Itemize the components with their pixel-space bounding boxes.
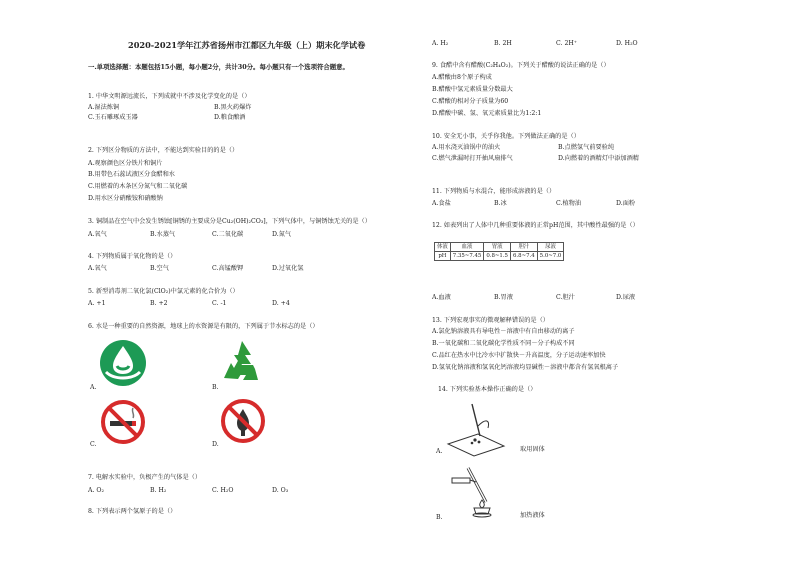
q4-option-d[interactable]: D.过氧化氢 <box>272 265 304 272</box>
table-cell: 血液 <box>450 243 484 252</box>
q5-option-c[interactable]: C. -1 <box>212 300 227 307</box>
q10-option-d[interactable]: D.向燃着的酒精灯中添加酒精 <box>558 155 639 162</box>
q9-option-d[interactable]: D.醋酸中碳、氢、氧元素质量比为1:2:1 <box>432 110 542 117</box>
right-column <box>432 0 732 562</box>
q7-option-a[interactable]: A. O₂ <box>88 487 104 494</box>
q8-option-d[interactable]: D. H₂O <box>616 40 638 47</box>
q1-option-a[interactable]: A.湿法炼铜 <box>88 104 120 111</box>
q6-stem: 6. 水是一种重要的自然资源，地球上的水资源是有限的，下列属于节水标志的是（） <box>88 323 319 330</box>
table-cell: 0.8~1.5 <box>484 252 511 261</box>
q4-option-c[interactable]: C.高锰酸钾 <box>212 265 244 272</box>
q1-stem: 1. 中华文明源远流长，下列成就中不涉及化学变化的是（） <box>88 93 251 100</box>
q12-option-b[interactable]: B.胃液 <box>494 294 513 301</box>
q14-stem: 14. 下列实验基本操作正确的是（） <box>438 386 537 393</box>
q14-option-a-caption: 取用固体 <box>520 446 545 453</box>
q1-option-c[interactable]: C.玉石雕琢成玉器 <box>88 114 138 121</box>
q4-stem: 4. 下列物质属于氧化物的是（） <box>88 253 177 260</box>
q5-stem: 5. 新型消毒剂二氧化氯(ClO₂)中氯元素的化合价为（） <box>88 288 239 295</box>
q6-option-b[interactable]: B. <box>212 384 219 391</box>
q5-option-b[interactable]: B. +2 <box>150 300 168 307</box>
q11-option-d[interactable]: D.面粉 <box>616 200 636 207</box>
table-cell: 尿液 <box>537 243 564 252</box>
q3-option-c[interactable]: C.二氧化碳 <box>212 231 244 238</box>
section-heading: 一.单项选择题：本题包括15小题，每小题2分，共计30分。每小题只有一个选项符合题意。 <box>88 63 349 71</box>
q10-stem: 10. 安全无小事，关乎你我他。下列做法正确的是（） <box>432 133 580 140</box>
q2-stem: 2. 下列区分物质的方法中，不能达到实验目的的是（） <box>88 147 239 154</box>
q2-option-c[interactable]: C.用燃着的木条区分氮气和二氧化碳 <box>88 183 188 190</box>
q13-option-a[interactable]: A.氯化钠溶液具有导电性－溶液中有自由移动的离子 <box>432 328 575 335</box>
no-fire-icon[interactable] <box>220 398 266 444</box>
table-cell: 体液 <box>435 243 451 252</box>
liquid-heating-illustration[interactable] <box>446 462 506 520</box>
exam-title: 2020-2021学年江苏省扬州市江都区九年级（上）期末化学试卷 <box>128 40 366 50</box>
q14-option-b[interactable]: B. <box>436 514 443 521</box>
q11-option-c[interactable]: C.植物油 <box>556 200 582 207</box>
q9-stem: 9. 食醋中含有醋酸(C₂H₄O₂)。下列关于醋酸的说法正确的是（） <box>432 62 610 69</box>
q10-option-c[interactable]: C.燃气泄漏时打开抽风扇排气 <box>432 155 513 162</box>
q4-option-b[interactable]: B.空气 <box>150 265 169 272</box>
q12-option-a[interactable]: A.血液 <box>432 294 451 301</box>
q13-option-d[interactable]: D.氢氧化钠溶液和氢氧化钙溶液均显碱性－溶液中都含有氢氧根离子 <box>432 364 619 371</box>
table-cell: 5.0~7.0 <box>537 252 564 261</box>
q8-option-a[interactable]: A. H₂ <box>432 40 449 47</box>
table-cell: 胃液 <box>484 243 511 252</box>
q11-stem: 11. 下列物质与水混合，能形成溶液的是（） <box>432 188 556 195</box>
table-row <box>435 252 564 261</box>
q11-option-a[interactable]: A.食盐 <box>432 200 451 207</box>
q1-option-b[interactable]: B.黑火药爆炸 <box>214 104 252 111</box>
q1-option-d[interactable]: D.粮食酿酒 <box>214 114 246 121</box>
q3-option-b[interactable]: B.水蒸气 <box>150 231 176 238</box>
q3-option-a[interactable]: A.氧气 <box>88 231 107 238</box>
recycle-icon[interactable] <box>218 338 266 384</box>
q12-option-c[interactable]: C.胆汁 <box>556 294 575 301</box>
q3-stem: 3. 铜制品在空气中会发生锈蚀[铜锈的主要成分是Cu₂(OH)₂CO₃]，下列气体中，与铜锈蚀无关的是（） <box>88 218 371 225</box>
q13-option-c[interactable]: C.品红在热水中比冷水中扩散快－升高温度，分子运动速率加快 <box>432 352 606 359</box>
q11-option-b[interactable]: B.冰 <box>494 200 507 207</box>
q7-option-b[interactable]: B. H₂ <box>150 487 167 494</box>
left-column <box>88 0 388 562</box>
q8-option-b[interactable]: B. 2H <box>494 40 512 47</box>
solid-taking-illustration[interactable] <box>442 400 512 458</box>
q7-stem: 7. 电解水实验中，负极产生的气体是（） <box>88 474 202 481</box>
table-row <box>435 243 564 252</box>
q13-option-b[interactable]: B.一氧化碳和二氧化碳化学性质不同－分子构成不同 <box>432 340 575 347</box>
q14-option-b-caption: 加热液体 <box>520 512 545 519</box>
water-saving-icon[interactable] <box>98 338 148 388</box>
q9-option-a[interactable]: A.醋酸由8个原子构成 <box>432 74 492 81</box>
q9-option-b[interactable]: B.醋酸中氢元素质量分数最大 <box>432 86 513 93</box>
q3-option-d[interactable]: D.氮气 <box>272 231 292 238</box>
q8-stem: 8. 下列表示两个氢原子的是（） <box>88 508 177 515</box>
q14-option-a[interactable]: A. <box>436 448 443 455</box>
q10-option-b[interactable]: B.点燃氢气前要验纯 <box>558 144 615 151</box>
q4-option-a[interactable]: A.氧气 <box>88 265 107 272</box>
q6-option-c[interactable]: C. <box>90 441 97 448</box>
q9-option-c[interactable]: C.醋酸的相对分子质量为60 <box>432 98 509 105</box>
ph-table <box>434 242 564 261</box>
q2-option-d[interactable]: D.用水区分硝酸铵和硝酸钠 <box>88 195 163 202</box>
table-cell: pH <box>435 252 451 261</box>
no-smoking-icon[interactable] <box>100 399 146 445</box>
q7-option-d[interactable]: D. O₃ <box>272 487 289 494</box>
q2-option-b[interactable]: B.用带色石蕊试液区分食醋和水 <box>88 171 175 178</box>
q12-stem: 12. 如表列出了人体中几种重要体液的正常pH范围，其中酸性最强的是（） <box>432 222 639 229</box>
q7-option-c[interactable]: C. H₂O <box>212 487 234 494</box>
table-cell: 6.8~7.4 <box>511 252 538 261</box>
q8-option-c[interactable]: C. 2H⁺ <box>556 40 578 47</box>
table-cell: 7.35~7.45 <box>450 252 484 261</box>
q5-option-a[interactable]: A. +1 <box>88 300 106 307</box>
q5-option-d[interactable]: D. +4 <box>272 300 290 307</box>
q12-option-d[interactable]: D.尿液 <box>616 294 636 301</box>
table-cell: 胆汁 <box>511 243 538 252</box>
q10-option-a[interactable]: A.用水浇灭油锅中的油火 <box>432 144 501 151</box>
q6-option-d[interactable]: D. <box>212 441 219 448</box>
q13-stem: 13. 下列宏观事实的微观解释错误的是（） <box>432 317 549 324</box>
q2-option-a[interactable]: A.观察颜色区分铁片和铜片 <box>88 160 163 167</box>
q6-option-a[interactable]: A. <box>90 384 97 391</box>
